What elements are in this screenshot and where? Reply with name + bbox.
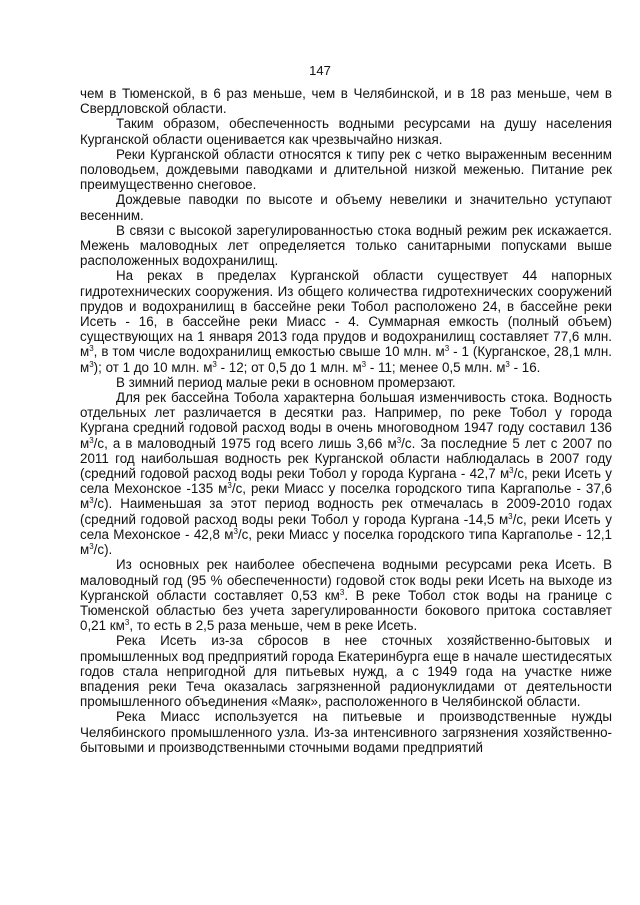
- paragraph-text: /с, реки Миасс у поселка городского типа Каргаполье - 12,1 м: [80, 526, 612, 558]
- superscript: 3: [508, 511, 513, 521]
- paragraph: [80, 633, 612, 709]
- superscript: 3: [89, 496, 94, 506]
- paragraph: [80, 86, 612, 116]
- paragraph-text: Для рек бассейна Тобола характерна большая изменчивость стока. Водность отдельных лет различается в десятки раз. Например, по реке Тобол у города Кургана средний годовой расход воды в очень многоводном 1947 году составил 136 м: [80, 390, 612, 451]
- superscript: 3: [444, 344, 450, 354]
- superscript: 3: [361, 359, 367, 369]
- paragraph-text: Дождевые паводки по высоте и объему невелики и значительно уступают весенним.: [80, 192, 612, 223]
- paragraph-text: ); от 1 до 10 млн. м: [93, 359, 213, 375]
- paragraph-text: Из основных рек наиболее обеспечена водными ресурсами река Исеть. В маловодный год (95 % обеспеченности) годовой сток воды реки Исеть на выходе из Курганской области составляет 0,53 км: [80, 557, 612, 603]
- paragraph-text: /с, реки Миасс у поселка городского типа Каргаполье - 37,6 м: [80, 481, 612, 512]
- paragraph-text: чем в Тюменской, в 6 раз меньше, чем в Челябинской, и в 18 раз меньше, чем в Свердловской области.: [80, 86, 612, 117]
- superscript: 3: [233, 526, 238, 536]
- superscript: 3: [339, 587, 345, 597]
- paragraph-text: /с. За последние 5 лет с 2007 по 2011 год наибольшая водность рек Курганской области наблюдалась в 2007 году (средний годовой расход воды реки Тобол у города Кургана - 42,7 м: [80, 435, 612, 482]
- paragraph: [80, 390, 612, 557]
- paragraph: [80, 147, 612, 193]
- paragraph-text: - 16.: [509, 359, 541, 375]
- paragraph: [80, 709, 612, 755]
- paragraph-text: - 1 (Курганское, 28,1 млн. м: [80, 344, 612, 375]
- paragraph: [80, 557, 612, 633]
- superscript: 3: [227, 481, 232, 491]
- document-body: [80, 86, 612, 755]
- paragraph-text: Реки Курганской области относятся к типу рек с четко выраженным весенним половодьем, дождевыми паводками и длительной низкой меженью. Питание рек преимущественно снеговое.: [80, 146, 612, 193]
- paragraph: [80, 268, 612, 374]
- paragraph-text: Река Миасс используется на питьевые и производственные нужды Челябинского промышленного узла. Из-за интенсивного загрязнения хозяйственно-бытовыми и производственными сточными водами предприятий: [80, 709, 612, 755]
- superscript: 3: [89, 359, 94, 369]
- paragraph-text: - 11; менее 0,5 млн. м: [366, 359, 506, 375]
- paragraph-text: На реках в пределах Курганской области существует 44 напорных гидротехнических сооружения. Из общего количества гидротехнических сооружений прудов и водохранилищ в бассейне реки Тобол расположено 24, в бассейне реки Исеть - 16, в бассейне реки Миасс - 4. Суммарная емкость (полный объем) существующих на 1 января 2013 года прудов и водохранилищ составляет 77,6 млн. м: [80, 268, 612, 360]
- superscript: 3: [89, 542, 94, 552]
- superscript: 3: [89, 344, 94, 354]
- paragraph-text: , то есть в 2,5 раза меньше, чем в реке Исеть.: [129, 618, 418, 634]
- superscript: 3: [396, 435, 402, 445]
- paragraph: [80, 223, 612, 269]
- superscript: 3: [89, 435, 94, 445]
- paragraph-text: /с). Наименьшая за этот период водность рек отмечалась в 2009-2010 годах (средний годовой расход воды реки Тобол у города Кургана -14,5 м: [80, 496, 612, 527]
- paragraph-text: /с, а в маловодный 1975 год всего лишь 3,66 м: [93, 435, 397, 451]
- paragraph-text: /с).: [93, 542, 113, 558]
- superscript: 3: [505, 359, 510, 369]
- paragraph: [80, 116, 612, 146]
- paragraph-text: , в том числе водохранилищ емкостью свыше 10 млн. м: [93, 344, 445, 360]
- paragraph-text: - 12; от 0,5 до 1 млн. м: [216, 359, 362, 375]
- paragraph-text: Река Исеть из-за сбросов в нее сточных хозяйственно-бытовых и промышленных вод предприятий города Екатеринбурга еще в начале шестидесятых годов стала непригодной для питьевых нужд, а с 1949 года на участке ниже впадения реки Теча оказалась загрязненной радионуклидами от деятельности промышленного объединения «Маяк», расположенного в Челябинской области.: [80, 633, 612, 710]
- superscript: 3: [124, 618, 130, 628]
- paragraph-text: Таким образом, обеспеченность водными ресурсами на душу населения Курганской области оценивается как чрезвычайно низкая.: [80, 116, 612, 147]
- paragraph: [80, 192, 612, 222]
- superscript: 3: [509, 466, 514, 476]
- paragraph-text: . В реке Тобол сток воды на границе с Тюменской областью без учета зарегулированности бокового притока составляет 0,21 км: [80, 587, 612, 634]
- superscript: 3: [212, 359, 217, 369]
- paragraph-text: /с, реки Исеть у села Мехонское -135 м: [80, 466, 612, 497]
- paragraph-text: В связи с высокой зарегулированностью стока водный режим рек искажается. Межень маловодных лет определяется только санитарными попусками выше расположенных водохранилищ.: [80, 222, 612, 269]
- paragraph: [80, 375, 612, 390]
- page-number: 147: [309, 63, 331, 78]
- paragraph-text: В зимний период малые реки в основном промерзают.: [116, 374, 456, 390]
- paragraph-text: /с, реки Исеть у села Мехонское - 42,8 м: [80, 511, 612, 542]
